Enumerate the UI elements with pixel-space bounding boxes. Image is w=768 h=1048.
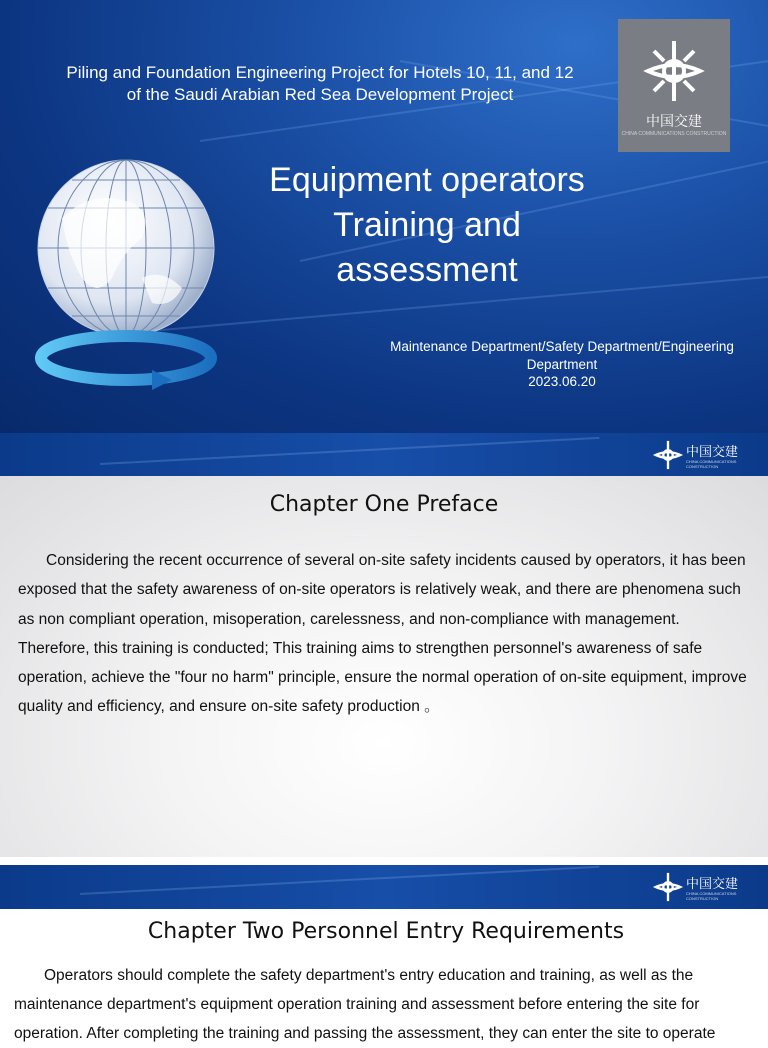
cccc-logo-icon: [652, 439, 684, 471]
band-logo: [652, 439, 762, 471]
band-logo-english: CHINA COMMUNICATIONS CONSTRUCTION: [686, 891, 737, 901]
department-info: [372, 338, 752, 391]
project-subtitle-line-1: Piling and Foundation Engineering Project for Hotels 10, 11, and 12: [66, 63, 574, 82]
header-band: [0, 433, 768, 477]
department-line-2: Department: [526, 356, 598, 372]
title-line-2: Training and: [333, 206, 521, 244]
chapter-two-heading: Chapter Two Personnel Entry Requirements: [147, 919, 625, 944]
cover-slide: [0, 0, 768, 433]
presentation-date: 2023.06.20: [528, 374, 596, 389]
band-logo-chinese: 中国交建: [686, 445, 739, 460]
chapter-one-slide: [0, 476, 768, 857]
band-logo-english: CHINA COMMUNICATIONS CONSTRUCTION: [686, 459, 737, 469]
presentation-title: [236, 158, 618, 293]
chapter-one-body: Considering the recent occurrence of several on-site safety incidents caused by operators, it has been exposed that the safety awareness of on-site operators is relatively weak, and there are phenomena such as non compliant operation, misoperation, carelessness, and non-compliance with management. Therefore, this training is conducted; This training aims to strengthen personnel's awareness of safe operation, achieve the "four no harm" principle, ensure the normal operation of on-site equipment, improve quality and efficiency, and ensure on-site safety production 。: [18, 552, 747, 716]
department-line-1: Maintenance Department/Safety Department/Engineering: [390, 339, 734, 354]
project-subtitle: [20, 62, 620, 106]
band-logo: [652, 871, 762, 903]
title-line-1: Equipment operators: [269, 161, 585, 199]
band-logo-chinese: 中国交建: [686, 877, 739, 892]
logo-english-text: CHINA COMMUNICATIONS CONSTRUCTION: [621, 131, 727, 137]
header-band: [0, 865, 768, 909]
cccc-logo-icon: [652, 871, 684, 903]
company-logo: [618, 19, 730, 152]
project-subtitle-line-2: of the Saudi Arabian Red Sea Development Project: [126, 85, 514, 104]
title-line-3: assessment: [336, 251, 518, 289]
chapter-two-body: Operators should complete the safety department's entry education and training, as well as the maintenance department's equipment operation training and assessment before entering the site for operation. After completing the training and passing the assessment, they can enter the site to operate: [14, 967, 716, 1042]
globe-icon: [22, 158, 232, 403]
logo-chinese-text: 中国交建: [646, 114, 702, 130]
chapter-one-heading: Chapter One Preface: [269, 492, 499, 517]
cccc-logo-icon: [640, 37, 708, 105]
chapter-two-slide: [0, 909, 768, 1042]
